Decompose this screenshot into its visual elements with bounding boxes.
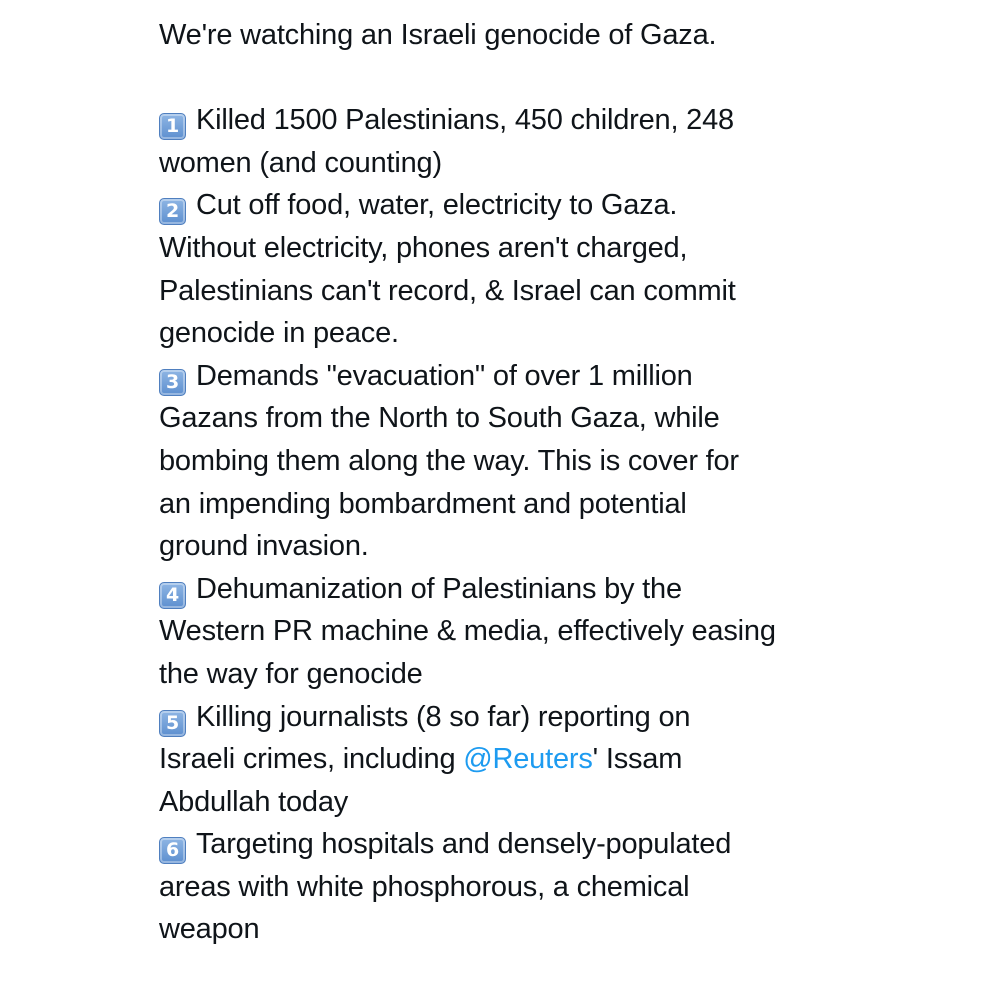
list-item-2-line-1: 2 Cut off food, water, electricity to Gaza.: [159, 184, 859, 227]
list-item-4-line-2: Western PR machine & media, effectively easing: [159, 615, 776, 648]
list-item-6-line-1: 6 Targeting hospitals and densely-populated: [159, 823, 859, 866]
list-item-3-line-4: an impending bombardment and potential: [159, 487, 687, 520]
post-text: [159, 14, 859, 951]
list-item-3-line-3: bombing them along the way. This is cover for: [159, 444, 739, 477]
keycap-2-icon: 2: [159, 198, 186, 225]
list-item-4-line-1: 4 Dehumanization of Palestinians by the: [159, 568, 859, 611]
list-item-3-line-1: 3 Demands "evacuation" of over 1 million: [159, 355, 859, 398]
list-item-6-line-2: areas with white phosphorous, a chemical: [159, 870, 690, 903]
post-intro: We're watching an Israeli genocide of Gaza.: [159, 19, 717, 51]
keycap-6-icon: 6: [159, 837, 186, 864]
list-item-5-line-2: Israeli crimes, including @Reuters' Issam: [159, 743, 683, 776]
keycap-4-icon: 4: [159, 582, 186, 609]
list-item-1-line-2: women (and counting): [159, 146, 442, 179]
keycap-5-icon: 5: [159, 710, 186, 737]
list-item-2-line-2: Without electricity, phones aren't charged,: [159, 231, 688, 264]
list-item-2-line-3: Palestinians can't record, & Israel can commit: [159, 274, 736, 307]
list-item-5-line-3: Abdullah today: [159, 785, 349, 818]
list-item-6-line-3: weapon: [159, 913, 260, 946]
list-item-5-line-1: 5 Killing journalists (8 so far) reporting on: [159, 696, 859, 739]
keycap-3-icon: 3: [159, 369, 186, 396]
list-item-1-line-1: 1 Killed 1500 Palestinians, 450 children, 248: [159, 99, 859, 142]
list-item-3-line-2: Gazans from the North to South Gaza, while: [159, 402, 720, 435]
list-item-3-line-5: ground invasion.: [159, 530, 369, 563]
keycap-1-icon: 1: [159, 113, 186, 140]
list-item-2-line-4: genocide in peace.: [159, 317, 399, 350]
reuters-mention-link[interactable]: @Reuters: [463, 743, 593, 776]
blank-line: [159, 57, 859, 100]
list-item-4-line-3: the way for genocide: [159, 657, 423, 690]
